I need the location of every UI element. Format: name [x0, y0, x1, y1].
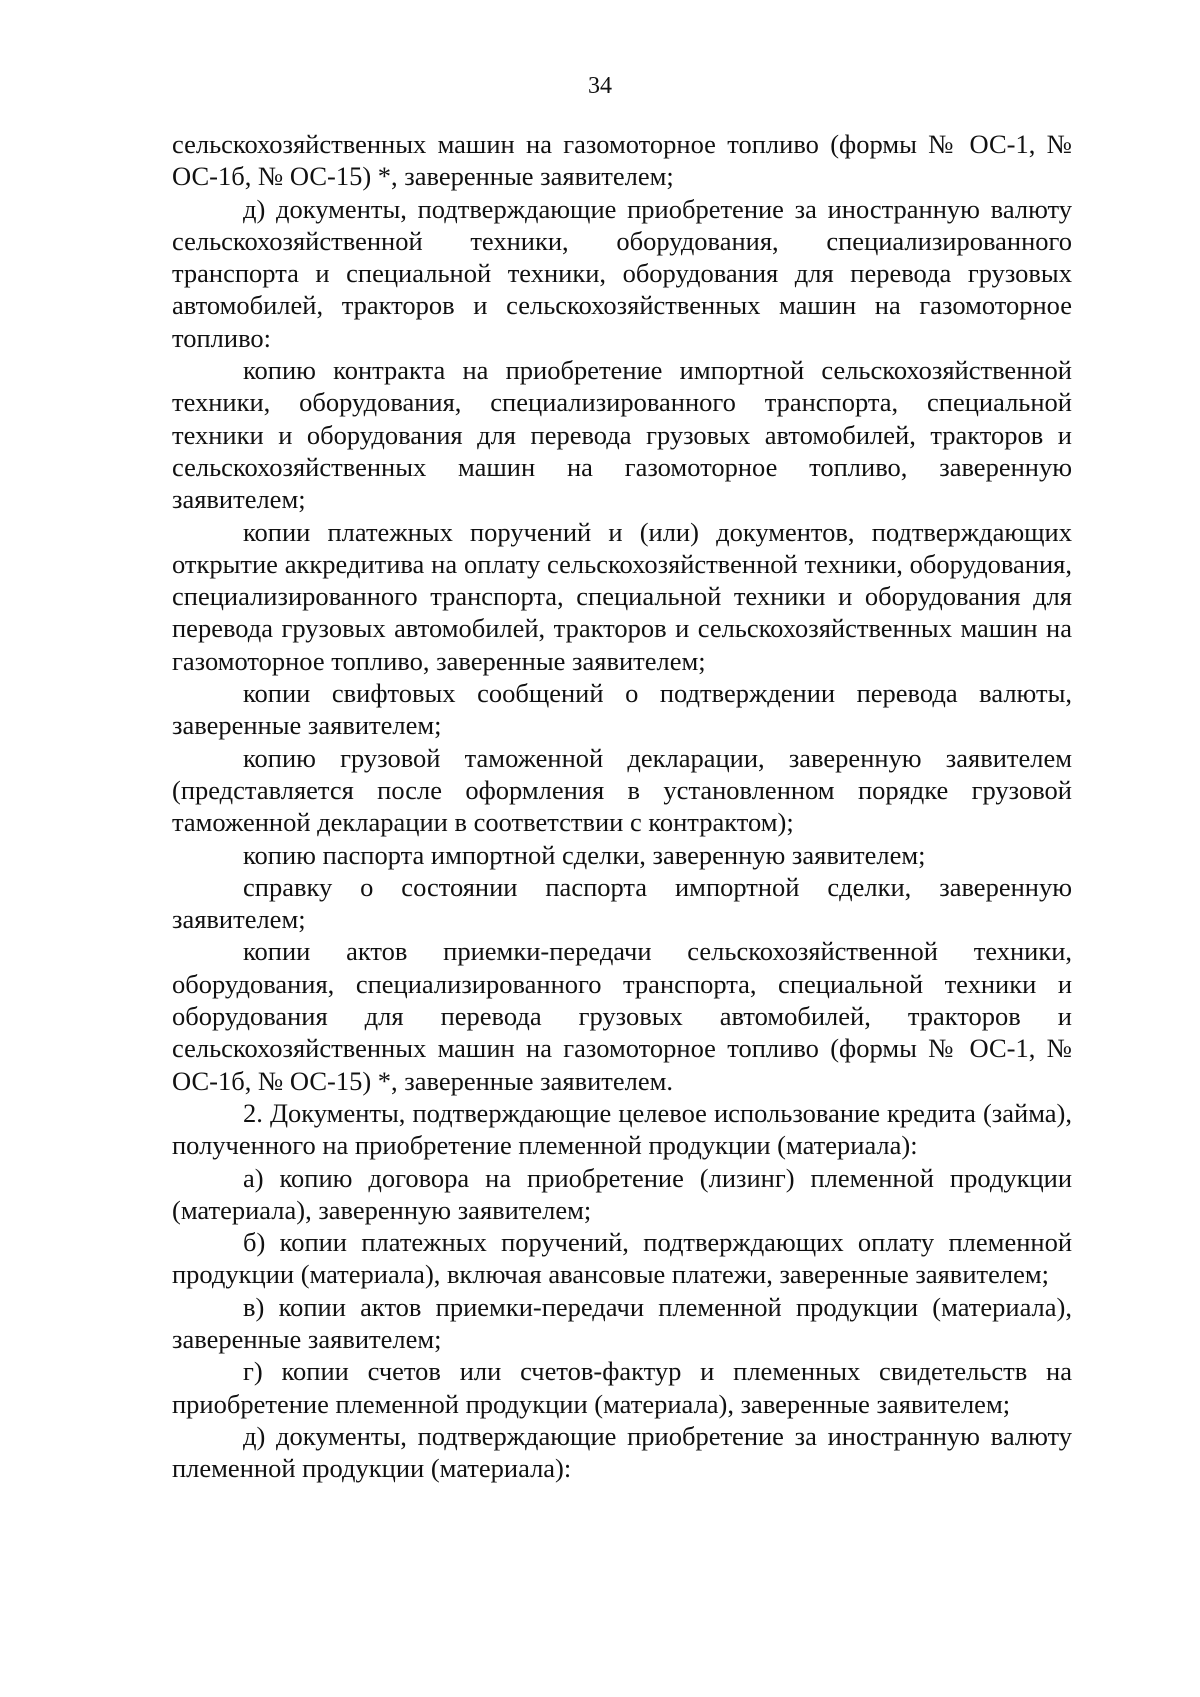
paragraph: копию паспорта импортной сделки, заверенную заявителем;: [243, 839, 926, 870]
paragraph: а) копию договора на приобретение (лизинг) племенной продукции (материала), заверенную заявителем;: [172, 1162, 1072, 1225]
paragraph: справку о состоянии паспорта импортной сделки, заверенную заявителем;: [172, 871, 1072, 935]
paragraph: копию грузовой таможенной декларации, заверенную заявителем (представляется после оформления в установленном порядке грузовой таможенной декларации в соответствии с контрактом);: [172, 742, 1072, 838]
document-body: [172, 128, 1072, 1484]
paragraph: г) копии счетов или счетов-фактур и племенных свидетельств на приобретение племенной продукции (материала), заверенные заявителем;: [172, 1356, 1072, 1419]
page-number: 34: [588, 73, 612, 99]
paragraph: 2. Документы, подтверждающие целевое использование кредита (займа), полученного на приобретение племенной продукции (материала):: [172, 1097, 1072, 1161]
paragraph: д) документы, подтверждающие приобретение за иностранную валюту племенной продукции (материала):: [172, 1420, 1072, 1484]
paragraph: копию контракта на приобретение импортной сельскохозяйственной техники, оборудования, специализированного транспорта, специальной техники и оборудования для перевода грузовых автомобилей, тракторов и сельскохозяйственных машин на газомоторное топливо, заверенную заявителем;: [172, 355, 1072, 515]
paragraph: б) копии платежных поручений, подтверждающих оплату племенной продукции (материала), включая авансовые платежи, заверенные заявителем;: [172, 1227, 1072, 1290]
paragraph: в) копии актов приемки-передачи племенной продукции (материала), заверенные заявителем;: [172, 1291, 1072, 1354]
paragraph: д) документы, подтверждающие приобретение за иностранную валюту сельскохозяйственной техники, оборудования, специализированного транспорта и специальной техники, оборудования для перевода грузовых автомобилей, тракторов и сельскохозяйственных машин на газомоторное топливо:: [172, 193, 1072, 353]
paragraph: сельскохозяйственных машин на газомоторное топливо (формы № ОС-1, № ОС-1б, № ОС-15) *, заверенные заявителем;: [172, 129, 1072, 192]
paragraph: копии актов приемки-передачи сельскохозяйственной техники, оборудования, специализированного транспорта, специальной техники и оборудования для перевода грузовых автомобилей, тракторов и сельскохозяйственных машин на газомоторное топливо (формы № ОС-1, № ОС-1б, № ОС-15) *, заверенные заявителем.: [172, 936, 1072, 1096]
paragraph: копии свифтовых сообщений о подтверждении перевода валюты, заверенные заявителем;: [172, 678, 1072, 741]
paragraph: копии платежных поручений и (или) документов, подтверждающих открытие аккредитива на оплату сельскохозяйственной техники, оборудования, специализированного транспорта, специальной техники и оборудования для перевода грузовых автомобилей, тракторов и сельскохозяйственных машин на газомоторное топливо, заверенные заявителем;: [172, 516, 1072, 676]
